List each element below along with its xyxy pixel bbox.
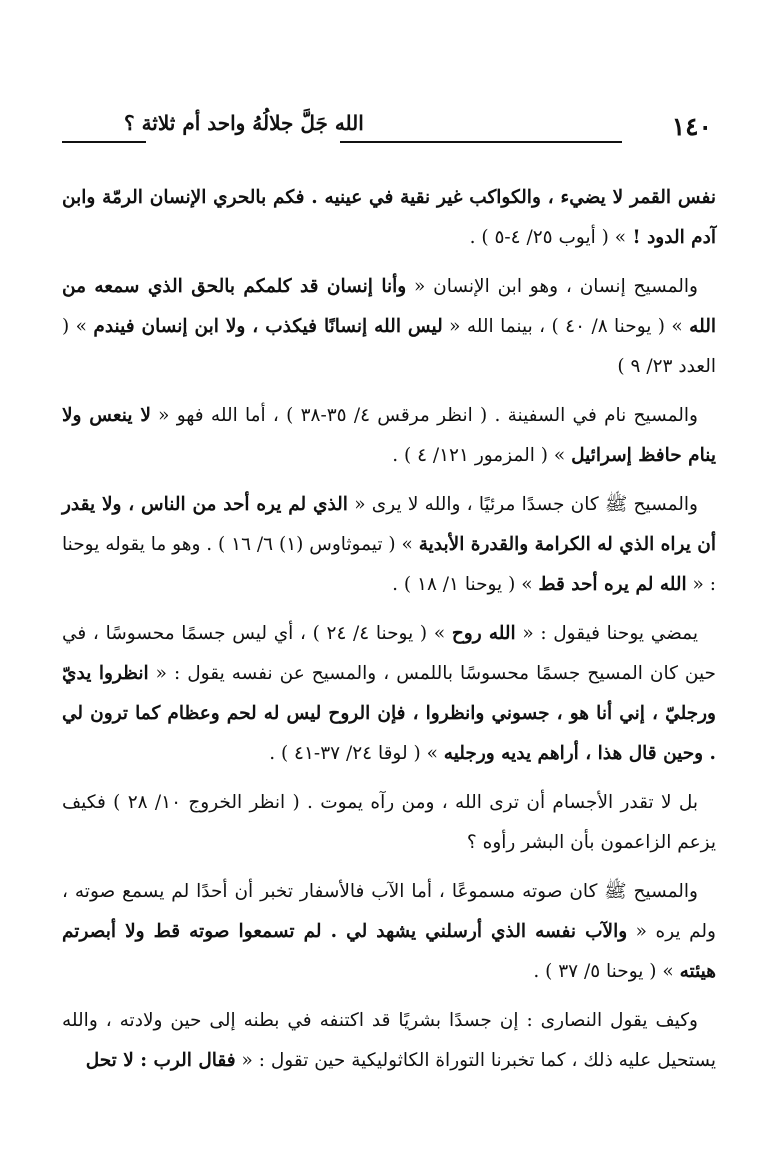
body-text: » ( المزمور ١٢١/ ٤ ) . [392, 445, 572, 466]
quoted-text: فقال الرب : لا تحل [85, 1050, 236, 1071]
body-text: » ( العدد ٢٣/ ٩ ) [62, 316, 716, 377]
body-text: وكيف يقول النصارى : إن جسدًا بشريًا قد اكتنفه في بطنه إلى حين ولادته ، والله يستحيل عليه ذلك ، كما تخبرنا التوراة الكاثوليكية حين تقول : « [62, 1010, 716, 1071]
quoted-text: وأنا إنسان قد كلمكم بالحق الذي سمعه من الله [62, 276, 716, 337]
body-text: » ( يوحنا ٤/ ٢٤ ) ، أي ليس جسمًا محسوسًا ، في حين كان المسيح جسمًا محسوسًا باللمس ، والمسيح عن نفسه يقول : « [62, 623, 716, 684]
body-text: » ( تيموثاوس (١) ٦/ ١٦ ) . وهو ما يقوله يوحنا : « [62, 534, 716, 595]
body-text: » ( أيوب ٢٥/ ٤-٥ ) . [469, 227, 627, 248]
body-text: » ( يوحنا ١/ ١٨ ) . [392, 574, 539, 595]
body-text: » ( لوقا ٢٤/ ٣٧-٤١ ) . [269, 743, 444, 764]
paragraph [62, 614, 716, 774]
body-text: والمسيح ﷺ كان صوته مسموعًا ، أما الآب فالأسفار تخبر أن أحدًا لم يسمع صوته ، ولم يره « [62, 881, 716, 942]
body-text: والمسيح ﷺ كان جسدًا مرئيًا ، والله لا يرى « [347, 494, 698, 515]
page-number: ١٤٠ [671, 112, 712, 141]
quoted-text: انظروا يديّ ورجليّ ، إني أنا هو ، جسوني وانظروا ، فإن الروح ليس له لحم وعظام كما ترون لي . وحين قال هذا ، أراهم يديه ورجليه [62, 663, 716, 764]
body-text: يمضي يوحنا فيقول : « [515, 623, 699, 644]
body-text: والمسيح نام في السفينة . ( انظر مرقس ٤/ ٣٥-٣٨ ) ، أما الله فهو « [150, 405, 698, 426]
paragraph [62, 783, 716, 863]
running-header [62, 108, 712, 148]
body-text: » ( يوحنا ٥/ ٣٧ ) . [533, 961, 680, 982]
paragraph [62, 267, 716, 387]
quoted-text: الله لم يره أحد قط [538, 574, 687, 595]
paragraph [62, 872, 716, 992]
paragraph [62, 178, 716, 258]
body-text: » ( يوحنا ٨/ ٤٠ ) ، بينما الله « [442, 316, 690, 337]
running-title: الله جَلَّ جلالُهُ واحد أم ثلاثة ؟ [124, 111, 364, 135]
quoted-text: الذي لم يره أحد من الناس ، ولا يقدر أن يراه الذي له الكرامة والقدرة الأبدية [62, 494, 717, 555]
page-body [62, 178, 716, 1090]
quoted-text: ليس الله إنسانًا فيكذب ، ولا ابن إنسان فيندم [93, 316, 443, 337]
header-rule-short [62, 141, 146, 143]
paragraph [62, 396, 716, 476]
paragraph [62, 485, 716, 605]
body-text: والمسيح إنسان ، وهو ابن الإنسان « [406, 276, 698, 297]
quoted-text: لا ينعس ولا ينام حافظ إسرائيل [62, 405, 716, 466]
quoted-text: الله روح [451, 623, 516, 644]
paragraph [62, 1001, 716, 1081]
quoted-text: والآب نفسه الذي أرسلني يشهد لي . لم تسمعوا صوته قط ولا أبصرتم هيئته [62, 921, 716, 982]
quoted-text: نفس القمر لا يضيء ، والكواكب غير نقية في عينيه . فكم بالحري الإنسان الرمّة وابن آدم الدود ! [62, 187, 716, 248]
body-text: بل لا تقدر الأجسام أن ترى الله ، ومن رآه يموت . ( انظر الخروج ١٠/ ٢٨ ) فكيف يزعم الزاعمون بأن البشر رأوه ؟ [62, 792, 716, 853]
header-rule [340, 141, 622, 143]
